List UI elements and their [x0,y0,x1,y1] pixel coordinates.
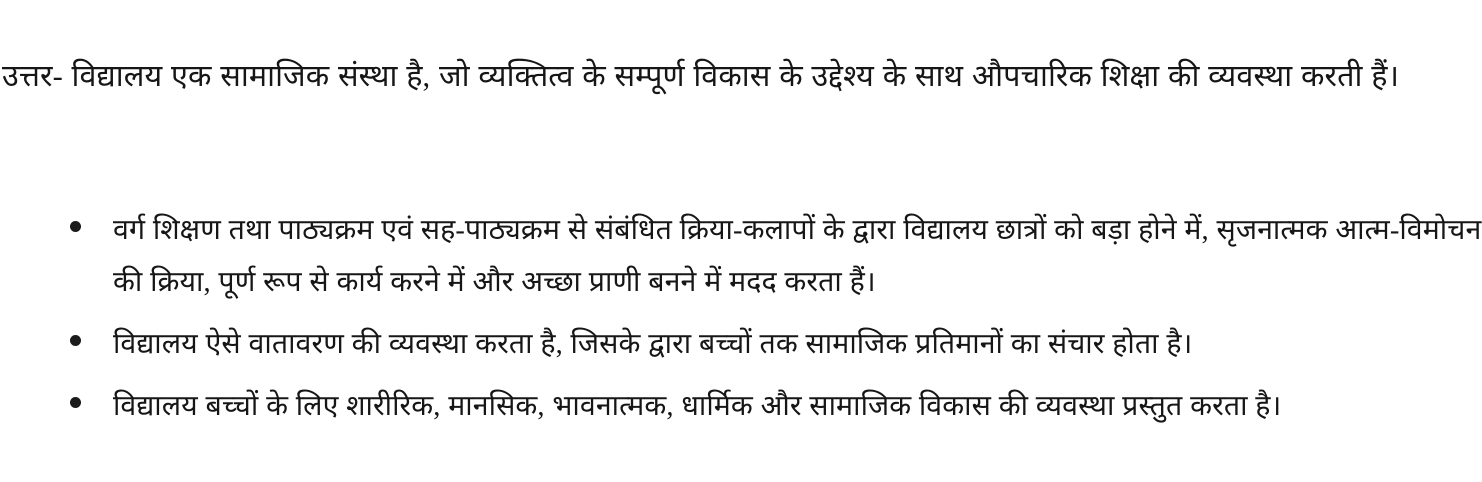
list-item [0,319,1482,371]
list-item [0,381,1482,433]
answer-paragraph: उत्तर- विद्यालय एक सामाजिक संस्था है, जो व्यक्तित्व के सम्पूर्ण विकास के उद्देश्य के साथ औपचारिक शिक्षा की व्यवस्था करती हैं। [2,59,1400,93]
list-item-text: विद्यालय ऐसे वातावरण की व्यवस्था करता है, जिसके द्वारा बच्चों तक सामाजिक प्रतिमानों का संचार होता है। [113,328,1193,360]
list-item-text: विद्यालय बच्चों के लिए शारीरिक, मानसिक, भावनात्मक, धार्मिक और सामाजिक विकास की व्यवस्था प्रस्तुत करता है। [113,390,1282,422]
bullet-point-icon [70,221,81,232]
bullet-point-icon [70,397,81,408]
answer-block [0,52,1482,101]
page-bottom-margin [0,464,1482,482]
list-item-text: वर्ग शिक्षण तथा पाठ्यक्रम एवं सह-पाठ्यक्रम से संबंधित क्रिया-कलापों के द्वारा विद्यालय छात्रों को बड़ा होने में, सृजनात्मक आत्म-विमोचन की क्रिया, पूर्ण रूप से कार्य करने में और अच्छा प्राणी बनने में मदद करता हैं। [113,215,1482,298]
bullet-point-icon [70,335,81,346]
list-item [0,205,1482,309]
bullet-list [0,205,1482,442]
